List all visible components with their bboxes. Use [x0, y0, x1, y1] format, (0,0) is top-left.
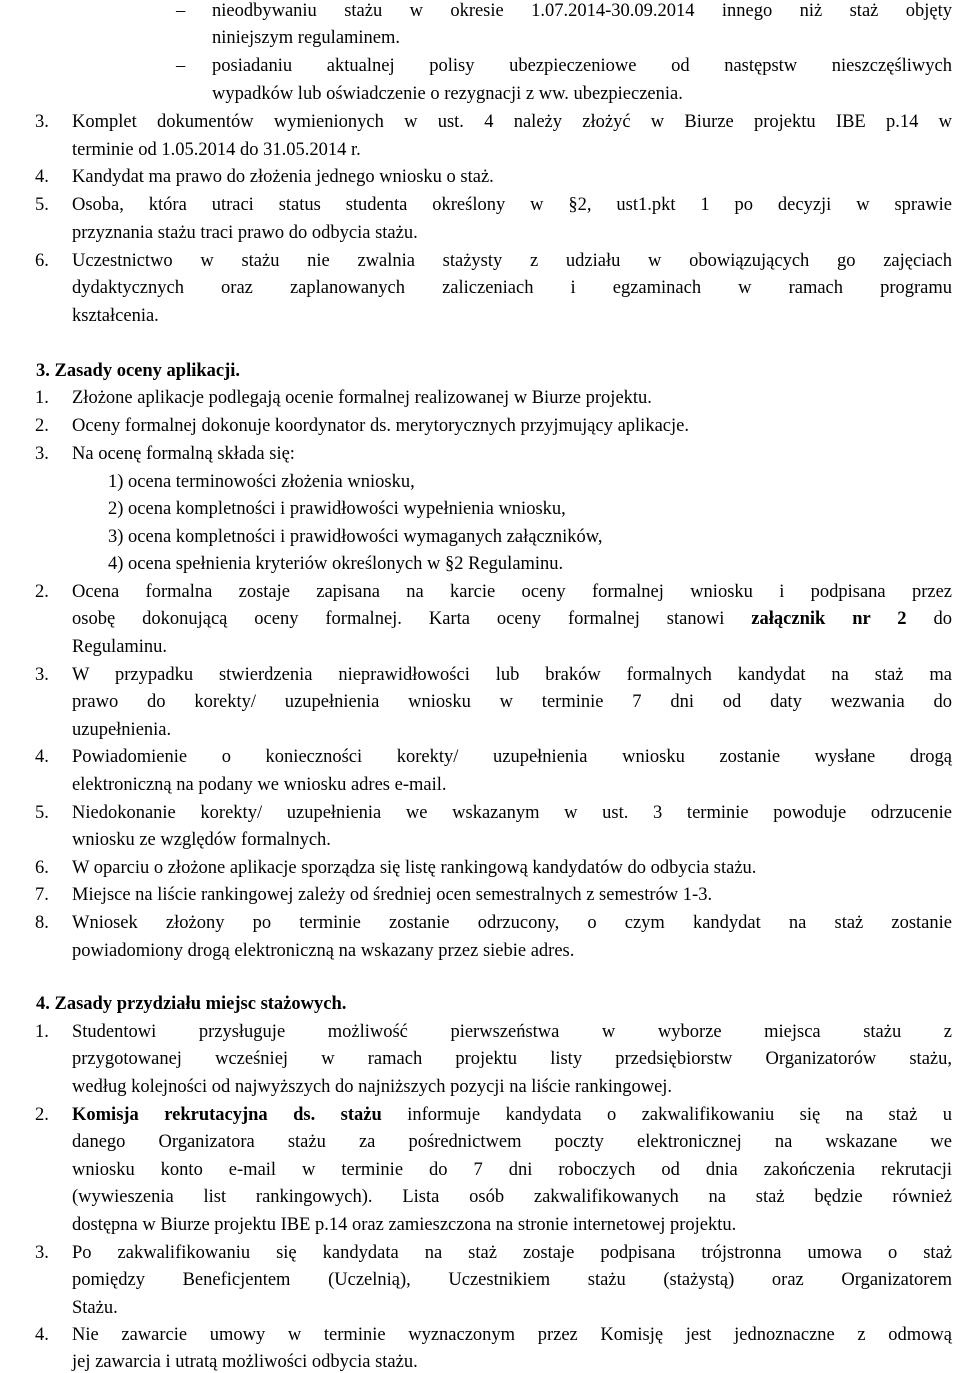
item-number: 3.: [35, 1243, 49, 1263]
text-line: [72, 608, 952, 630]
text-line: uzupełnienia.: [72, 720, 172, 740]
item-number: 6.: [35, 858, 49, 878]
text-line: powiadomiony drogą elektroniczną na wskazany przez siebie adres.: [72, 941, 575, 961]
text-line: elektroniczną na podany we wniosku adres e-mail.: [72, 775, 447, 795]
text-line: według kolejności od najwyższych do najniższych pozycji na liście rankingowej.: [72, 1077, 673, 1097]
text-line: Komplet dokumentów wymienionych w ust. 4 należy złożyć w Biurze projektu IBE p.14 w: [72, 112, 952, 132]
text-line: kształcenia.: [72, 306, 159, 326]
text-line: posiadaniu aktualnej polisy ubezpieczeniowe od następstw nieszczęśliwych: [212, 56, 952, 76]
item-number: 4.: [35, 167, 49, 187]
text-line: Oceny formalnej dokonuje koordynator ds. merytorycznych przyjmujący aplikacje.: [72, 416, 689, 436]
dash-bullet: –: [176, 56, 186, 76]
item-number: 4.: [35, 1325, 49, 1345]
text-line: Niedokonanie korekty/ uzupełnienia we wskazanym w ust. 3 terminie powoduje odrzucenie: [72, 803, 952, 823]
text-line: wniosku ze względów formalnych.: [72, 830, 331, 850]
text-line: Ocena formalna zostaje zapisana na karcie oceny formalnej wniosku i podpisana przez: [72, 582, 952, 602]
item-number: 2.: [35, 1105, 49, 1125]
text-line: przyznania stażu traci prawo do odbycia stażu.: [72, 223, 418, 243]
text-span: do: [906, 609, 952, 629]
item-number: 3.: [35, 112, 49, 132]
text-line: W oparciu o złożone aplikacje sporządza się listę rankingową kandydatów do odbycia stażu.: [72, 858, 757, 878]
item-number: 7.: [35, 885, 49, 905]
text-line: przygotowanej wcześniej w ramach projektu listy przedsiębiorstw Organizatorów stażu,: [72, 1049, 952, 1069]
section-heading: 4. Zasady przydziału miejsc stażowych.: [36, 994, 347, 1014]
text-line: (wywieszenia list rankingowych). Lista osób zakwalifikowanych na staż będzie również: [72, 1187, 952, 1207]
item-number: 3.: [35, 444, 49, 464]
dash-bullet: –: [176, 1, 186, 21]
text-line: Wniosek złożony po terminie zostanie odrzucony, o czym kandydat na staż zostanie: [72, 913, 952, 933]
item-number: 8.: [35, 913, 49, 933]
bold-text: Komisja rekrutacyjna ds. stażu: [72, 1105, 382, 1125]
item-number: 5.: [35, 803, 49, 823]
text-line: wniosku konto e-mail w terminie do 7 dni roboczych od dnia zakończenia rekrutacji: [72, 1160, 952, 1180]
text-line: Na ocenę formalną składa się:: [72, 444, 295, 464]
text-span: informuje kandydata o zakwalifikowaniu się na staż u: [381, 1105, 952, 1125]
text-line: dydaktycznych oraz zaplanowanych zaliczeniach i egzaminach w ramach programu: [72, 278, 952, 298]
text-span: osobę dokonującą oceny formalnej. Karta oceny formalnej stanowi: [72, 609, 752, 629]
text-line: Studentowi przysługuje możliwość pierwszeństwa w wyborze miejsca stażu z: [72, 1022, 952, 1042]
text-line: pomiędzy Beneficjentem (Uczelnią), Uczestnikiem stażu (stażystą) oraz Organizatorem: [72, 1270, 952, 1290]
text-line: dostępna w Biurze projektu IBE p.14 oraz zamieszczona na stronie internetowej projektu.: [72, 1215, 737, 1235]
text-line: Stażu.: [72, 1298, 118, 1318]
text-line: niniejszym regulaminem.: [212, 28, 401, 48]
text-line: wypadków lub oświadczenie o rezygnacji z ww. ubezpieczenia.: [212, 84, 683, 104]
text-line: Kandydat ma prawo do złożenia jednego wniosku o staż.: [72, 167, 494, 187]
text-line: Osoba, która utraci status studenta określony w §2, ust1.pkt 1 po decyzji w sprawie: [72, 195, 952, 215]
text-line: Złożone aplikacje podlegają ocenie formalnej realizowanej w Biurze projektu.: [72, 388, 652, 408]
section-heading: 3. Zasady oceny aplikacji.: [36, 361, 241, 381]
item-number: 1.: [35, 1022, 49, 1042]
text-line: jej zawarcia i utratą możliwości odbycia stażu.: [72, 1352, 418, 1372]
item-number: 6.: [35, 251, 49, 271]
text-line: Regulaminu.: [72, 637, 168, 657]
item-number: 2.: [35, 416, 49, 436]
text-line: Uczestnictwo w stażu nie zwalnia stażysty z udziału w obowiązujących go zajęciach: [72, 251, 952, 271]
text-line: terminie od 1.05.2014 do 31.05.2014 r.: [72, 140, 361, 160]
item-number: 5.: [35, 195, 49, 215]
sub-item: 4) ocena spełnienia kryteriów określonych w §2 Regulaminu.: [108, 554, 564, 574]
text-line: [72, 1104, 952, 1126]
text-line: W przypadku stwierdzenia nieprawidłowości lub braków formalnych kandydat na staż ma: [72, 665, 952, 685]
text-line: Miejsce na liście rankingowej zależy od średniej ocen semestralnych z semestrów 1-3.: [72, 885, 713, 905]
text-line: Po zakwalifikowaniu się kandydata na staż zostaje podpisana trójstronna umowa o staż: [72, 1243, 952, 1263]
text-line: Powiadomienie o konieczności korekty/ uzupełnienia wniosku zostanie wysłane drogą: [72, 747, 952, 767]
text-line: Nie zawarcie umowy w terminie wyznaczonym przez Komisję jest jednoznaczne z odmową: [72, 1325, 952, 1345]
sub-item: 1) ocena terminowości złożenia wniosku,: [108, 472, 415, 492]
bold-text: załącznik nr 2: [751, 609, 907, 629]
item-number: 1.: [35, 388, 49, 408]
item-number: 4.: [35, 747, 49, 767]
item-number: 2.: [35, 582, 49, 602]
item-number: 3.: [35, 665, 49, 685]
sub-item: 2) ocena kompletności i prawidłowości wypełnienia wniosku,: [108, 499, 566, 519]
text-line: danego Organizatora stażu za pośrednictwem poczty elektronicznej na wskazane we: [72, 1132, 952, 1152]
text-line: prawo do korekty/ uzupełnienia wniosku w terminie 7 dni od daty wezwania do: [72, 692, 952, 712]
sub-item: 3) ocena kompletności i prawidłowości wymaganych załączników,: [108, 527, 603, 547]
text-line: nieodbywaniu stażu w okresie 1.07.2014-30.09.2014 innego niż staż objęty: [212, 1, 952, 21]
